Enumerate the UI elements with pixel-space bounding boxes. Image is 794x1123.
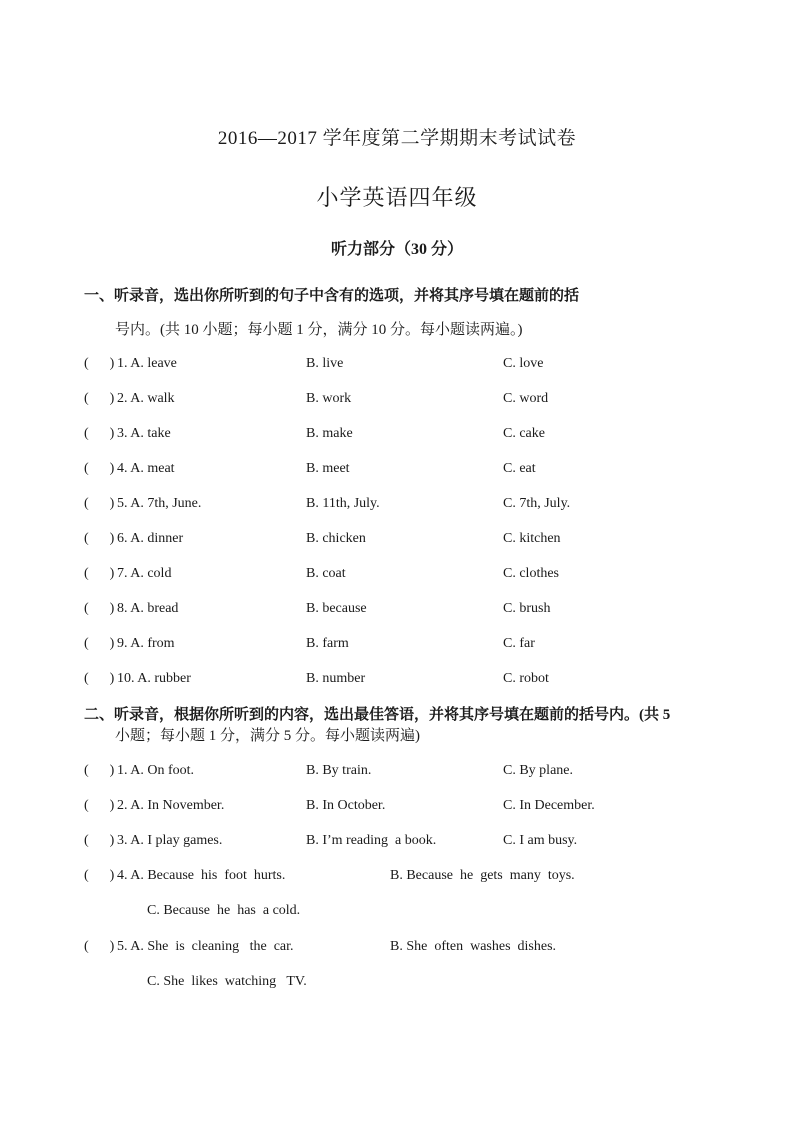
option-b: B. coat (306, 566, 346, 581)
option-b: B. chicken (306, 531, 366, 546)
question-row (0, 424, 794, 444)
option-a: 4. A. Because his foot hurts. (117, 868, 286, 883)
question-row (0, 937, 794, 957)
answer-bracket[interactable]: ( ) (84, 566, 115, 581)
question-row (0, 354, 794, 374)
question-row (0, 866, 794, 886)
answer-bracket[interactable]: ( ) (84, 833, 115, 848)
answer-bracket[interactable]: ( ) (84, 868, 115, 883)
answer-bracket[interactable]: ( ) (84, 426, 115, 441)
option-c: C. brush (503, 601, 551, 616)
option-b: B. In October. (306, 798, 386, 813)
option-a: 7. A. cold (117, 566, 172, 581)
answer-bracket[interactable]: ( ) (84, 671, 115, 686)
option-c: C. far (503, 636, 535, 651)
question-row (0, 389, 794, 409)
option-a: 9. A. from (117, 636, 175, 651)
section1-heading: 一、听录音，选出你所听到的句子中含有的选项，并将其序号填在题前的括 (84, 288, 580, 304)
option-a: 1. A. On foot. (117, 763, 194, 778)
option-a: 3. A. I play games. (117, 833, 223, 848)
option-b: B. make (306, 426, 353, 441)
question-row (0, 494, 794, 514)
section1-heading-cont: 号内。(共 10 小题；每小题 1 分，满分 10 分。每小题读两遍。) (115, 322, 523, 338)
option-a: 5. A. She is cleaning the car. (117, 939, 294, 954)
option-a: 10. A. rubber (117, 671, 191, 686)
section2-heading: 二、听录音，根据你所听到的内容，选出最佳答语，并将其序号填在题前的括号内。(共 5 (84, 707, 671, 723)
option-a: 6. A. dinner (117, 531, 184, 546)
question-row-cont (0, 901, 794, 921)
option-c: C. By plane. (503, 763, 573, 778)
option-b: B. I’m reading a book. (306, 833, 437, 848)
option-c: C. clothes (503, 566, 559, 581)
option-b: B. 11th, July. (306, 496, 380, 511)
option-c: C. In December. (503, 798, 595, 813)
answer-bracket[interactable]: ( ) (84, 601, 115, 616)
question-row (0, 796, 794, 816)
answer-bracket[interactable]: ( ) (84, 531, 115, 546)
option-a: 1. A. leave (117, 356, 177, 371)
option-c: C. She likes watching TV. (147, 974, 307, 989)
exam-title: 2016—2017 学年度第二学期期末考试试卷 (217, 128, 577, 149)
question-row (0, 634, 794, 654)
question-row (0, 564, 794, 584)
answer-bracket[interactable]: ( ) (84, 636, 115, 651)
answer-bracket[interactable]: ( ) (84, 763, 115, 778)
option-c: C. Because he has a cold. (147, 903, 301, 918)
section2-heading-cont: 小题；每小题 1 分，满分 5 分。每小题读两遍) (115, 728, 420, 744)
option-b: B. live (306, 356, 344, 371)
part-title: 听力部分（30 分） (330, 241, 463, 258)
option-b: B. work (306, 391, 352, 406)
option-c: C. cake (503, 426, 545, 441)
option-b: B. meet (306, 461, 350, 476)
option-c: C. robot (503, 671, 549, 686)
option-b: B. By train. (306, 763, 372, 778)
option-a: 3. A. take (117, 426, 171, 441)
option-c: C. kitchen (503, 531, 561, 546)
question-row-cont (0, 972, 794, 992)
option-c: C. eat (503, 461, 536, 476)
option-a: 5. A. 7th, June. (117, 496, 202, 511)
option-b: B. She often washes dishes. (390, 939, 557, 954)
option-b: B. number (306, 671, 366, 686)
answer-bracket[interactable]: ( ) (84, 461, 115, 476)
option-c: C. word (503, 391, 549, 406)
grade-title: 小学英语四年级 (316, 185, 478, 210)
answer-bracket[interactable]: ( ) (84, 939, 115, 954)
option-a: 4. A. meat (117, 461, 175, 476)
question-row (0, 669, 794, 689)
option-c: C. I am busy. (503, 833, 578, 848)
option-a: 2. A. walk (117, 391, 175, 406)
answer-bracket[interactable]: ( ) (84, 356, 115, 371)
question-row (0, 599, 794, 619)
question-row (0, 529, 794, 549)
question-row (0, 459, 794, 479)
option-b: B. farm (306, 636, 349, 651)
option-c: C. love (503, 356, 544, 371)
option-b: B. because (306, 601, 367, 616)
option-b: B. Because he gets many toys. (390, 868, 575, 883)
question-row (0, 831, 794, 851)
option-c: C. 7th, July. (503, 496, 571, 511)
option-a: 2. A. In November. (117, 798, 225, 813)
answer-bracket[interactable]: ( ) (84, 391, 115, 406)
answer-bracket[interactable]: ( ) (84, 496, 115, 511)
option-a: 8. A. bread (117, 601, 179, 616)
answer-bracket[interactable]: ( ) (84, 798, 115, 813)
question-row (0, 761, 794, 781)
